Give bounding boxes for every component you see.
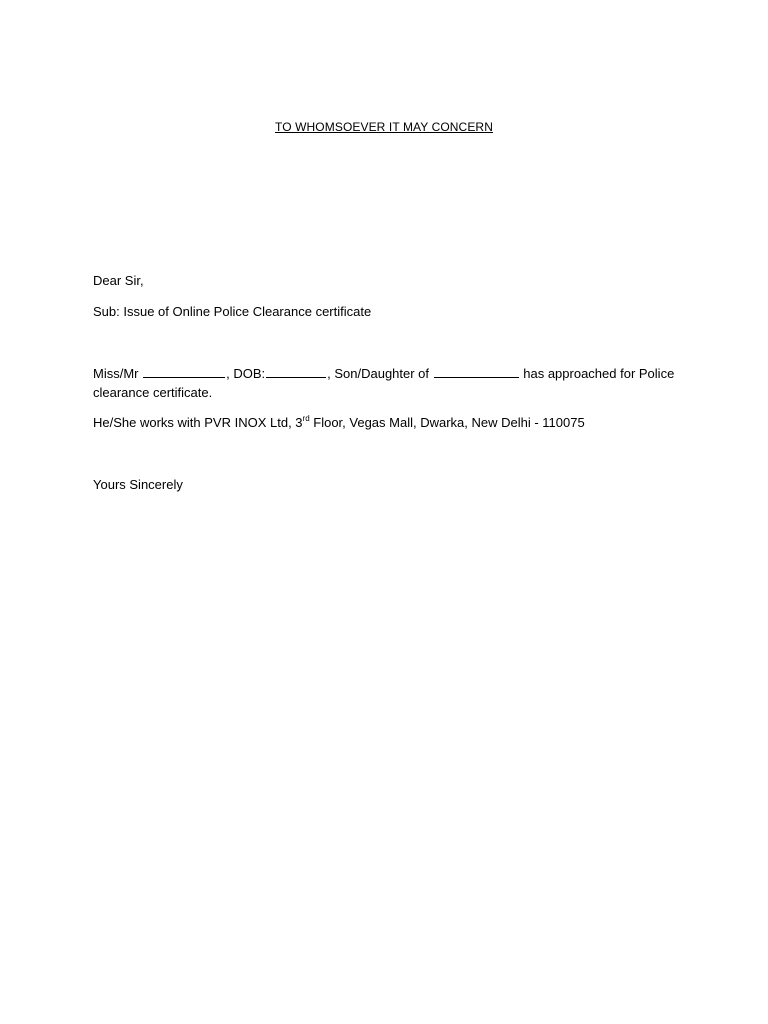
subject-line: Sub: Issue of Online Police Clearance certificate [93, 304, 372, 319]
parent-name-blank [434, 365, 519, 378]
dob-label: , DOB: [226, 366, 266, 381]
ordinal-suffix: rd [302, 413, 310, 423]
name-blank [143, 365, 225, 378]
employment-text-start: He/She works with PVR INOX Ltd, 3 [93, 415, 303, 430]
applicant-details-line [93, 365, 674, 383]
employment-line [93, 414, 585, 432]
approach-text: has approached for Police [519, 366, 675, 381]
letter-heading: TO WHOMSOEVER IT MAY CONCERN [275, 120, 493, 134]
parent-label: , Son/Daughter of [327, 366, 433, 381]
employment-text-end: Floor, Vegas Mall, Dwarka, New Delhi - 110075 [309, 415, 585, 430]
applicant-details-continuation: clearance certificate. [93, 385, 213, 400]
dob-blank [266, 365, 326, 378]
miss-mr-label: Miss/Mr [93, 366, 143, 381]
closing: Yours Sincerely [93, 477, 183, 492]
salutation: Dear Sir, [93, 273, 144, 288]
